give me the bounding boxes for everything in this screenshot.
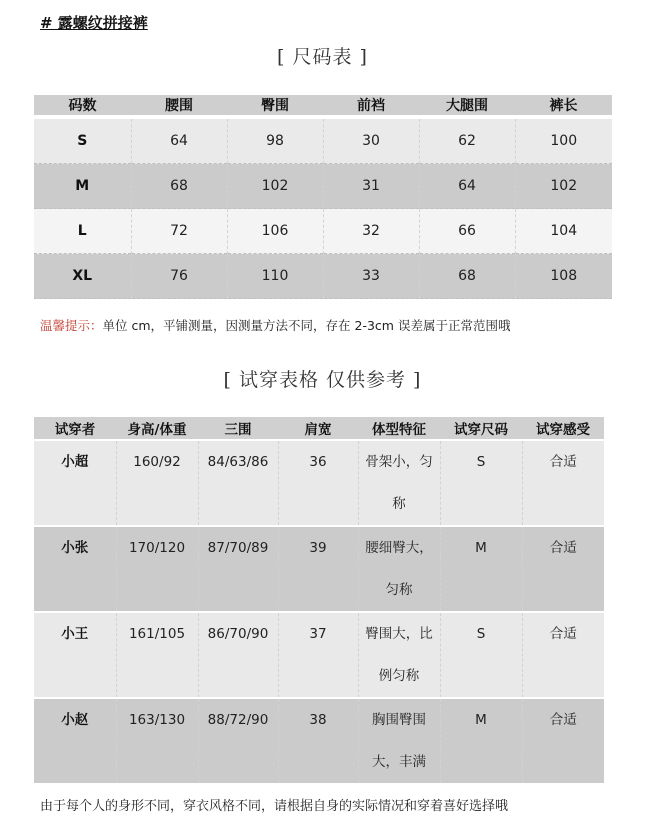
table-cell: 84/63/86 (198, 440, 278, 526)
table-cell: S (440, 612, 522, 698)
table-cell: 68 (419, 254, 515, 299)
table-cell: 161/105 (116, 612, 198, 698)
table-cell: 87/70/89 (198, 526, 278, 612)
fit-chart-header-row (34, 417, 604, 440)
page-title: # 露螺纹拼接裤 (40, 14, 148, 32)
size-cell: S (34, 117, 131, 164)
table-cell: 170/120 (116, 526, 198, 612)
header-cell: 肩宽 (278, 417, 358, 440)
table-cell: 68 (131, 164, 227, 209)
table-cell: 76 (131, 254, 227, 299)
table-cell: 合适 (522, 440, 604, 526)
table-cell: 36 (278, 440, 358, 526)
tip-text: 单位 cm，平铺测量，因测量方法不同，存在 2-3cm 误差属于正常范围哦 (102, 318, 511, 333)
table-row (34, 164, 612, 209)
size-chart-heading: [ 尺码表 ] (277, 46, 368, 68)
table-cell: 102 (227, 164, 323, 209)
table-cell: 62 (419, 117, 515, 164)
table-cell: 86/70/90 (198, 612, 278, 698)
table-cell: 110 (227, 254, 323, 299)
table-cell: 64 (419, 164, 515, 209)
table-cell: 37 (278, 612, 358, 698)
table-cell: 98 (227, 117, 323, 164)
table-cell: 88/72/90 (198, 698, 278, 783)
tip-label: 温馨提示： (40, 318, 103, 333)
table-cell: 64 (131, 117, 227, 164)
header-cell: 体型特征 (358, 417, 440, 440)
body-type-cell: 胸围臀围大，丰满 (358, 698, 440, 783)
size-chart-table (34, 95, 612, 299)
table-cell: M (440, 526, 522, 612)
table-row (34, 440, 604, 526)
table-cell: 39 (278, 526, 358, 612)
table-cell: 合适 (522, 612, 604, 698)
table-cell: 163/130 (116, 698, 198, 783)
body-type-cell: 臀围大，比例匀称 (358, 612, 440, 698)
size-cell: M (34, 164, 131, 209)
table-row (34, 209, 612, 254)
header-cell: 腰围 (131, 95, 227, 117)
table-cell: 66 (419, 209, 515, 254)
table-cell: 33 (323, 254, 419, 299)
table-cell: 100 (515, 117, 612, 164)
table-cell: 72 (131, 209, 227, 254)
header-cell: 试穿感受 (522, 417, 604, 440)
table-cell: 38 (278, 698, 358, 783)
header-cell: 三围 (198, 417, 278, 440)
tester-name-cell: 小王 (34, 612, 116, 698)
table-cell: 31 (323, 164, 419, 209)
tester-name-cell: 小赵 (34, 698, 116, 783)
table-cell: 30 (323, 117, 419, 164)
table-cell: 106 (227, 209, 323, 254)
table-cell: 合适 (522, 526, 604, 612)
header-cell: 臀围 (227, 95, 323, 117)
measurement-tip (40, 316, 510, 334)
table-row (34, 117, 612, 164)
size-cell: L (34, 209, 131, 254)
table-cell: 104 (515, 209, 612, 254)
table-row (34, 612, 604, 698)
tester-name-cell: 小超 (34, 440, 116, 526)
tester-name-cell: 小张 (34, 526, 116, 612)
body-type-cell: 骨架小，匀称 (358, 440, 440, 526)
fit-chart-heading: [ 试穿表格 仅供参考 ] (223, 369, 422, 391)
table-cell: 108 (515, 254, 612, 299)
table-row (34, 698, 604, 783)
header-cell: 试穿尺码 (440, 417, 522, 440)
table-cell: 32 (323, 209, 419, 254)
header-cell: 裤长 (515, 95, 612, 117)
fit-chart-table (34, 417, 604, 783)
header-cell: 试穿者 (34, 417, 116, 440)
header-cell: 码数 (34, 95, 131, 117)
table-cell: 合适 (522, 698, 604, 783)
table-cell: 160/92 (116, 440, 198, 526)
table-cell: 102 (515, 164, 612, 209)
size-cell: XL (34, 254, 131, 299)
body-type-cell: 腰细臀大，匀称 (358, 526, 440, 612)
header-cell: 大腿围 (419, 95, 515, 117)
table-cell: S (440, 440, 522, 526)
size-chart-header-row (34, 95, 612, 117)
table-row (34, 526, 604, 612)
table-row (34, 254, 612, 299)
footer-note: 由于每个人的身形不同，穿衣风格不同，请根据自身的实际情况和穿着喜好选择哦 (40, 799, 509, 814)
header-cell: 身高/体重 (116, 417, 198, 440)
header-cell: 前裆 (323, 95, 419, 117)
table-cell: M (440, 698, 522, 783)
